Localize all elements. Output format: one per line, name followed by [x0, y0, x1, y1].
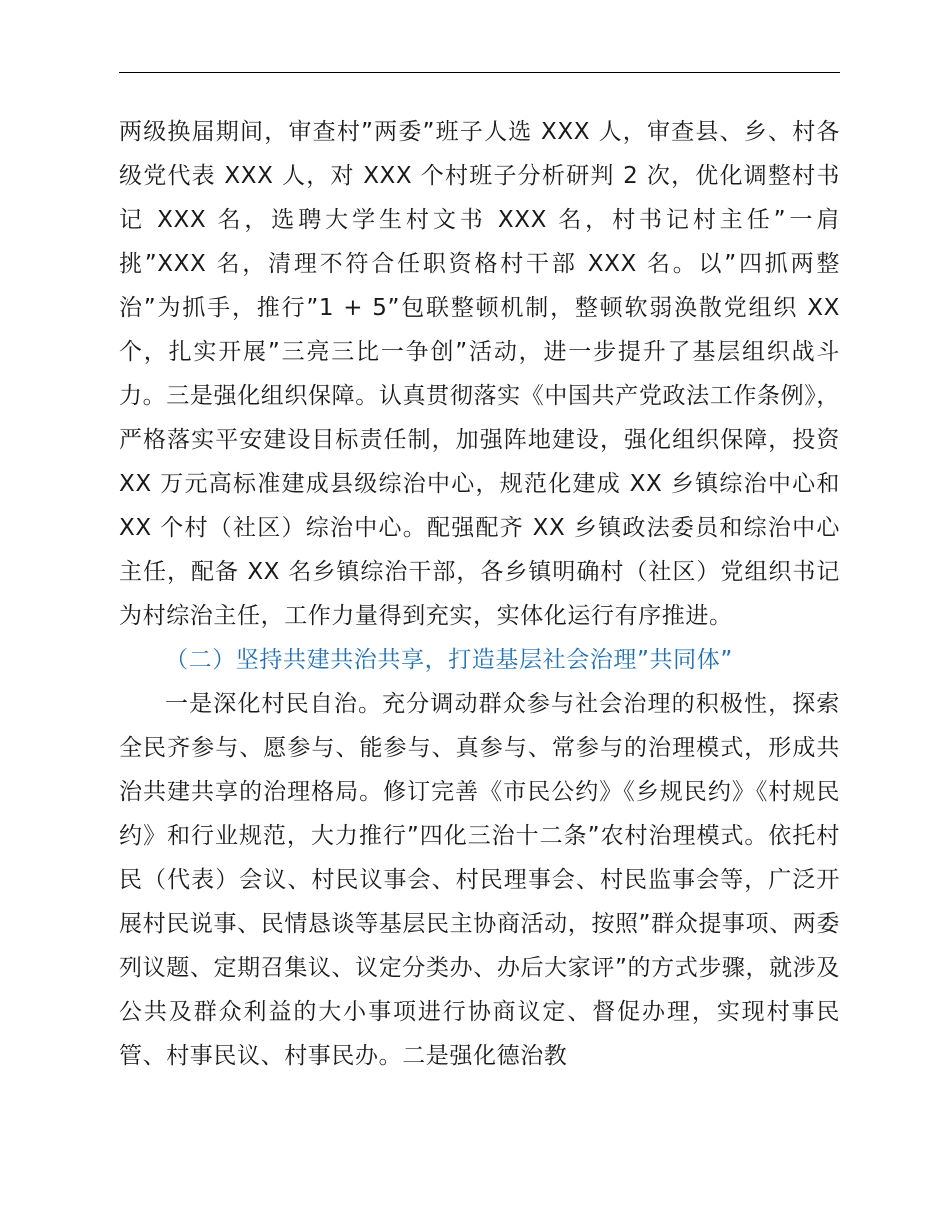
- document-body: [119, 110, 840, 1078]
- paragraph-village-autonomy: 一是深化村民自治。充分调动群众参与社会治理的积极性，探索全民齐参与、愿参与、能参与、真参与、常参与的治理模式，形成共治共建共享的治理格局。修订完善《市民公约》《乡规民约》《村规民约》和行业规范，大力推行”四化三治十二条”农村治理模式。依托村民（代表）会议、村民议事会、村民理事会、村民监事会等，广泛开展村民说事、民情恳谈等基层民主协商活动，按照”群众提事项、两委列议题、定期召集议、议定分类办、办后大家评”的方式步骤，就涉及公共及群众利益的大小事项进行协商议定、督促办理，实现村事民管、村事民议、村事民办。二是强化德治教: [119, 691, 840, 1069]
- section-heading: （二）坚持共建共治共享，打造基层社会治理”共同体”: [165, 647, 733, 673]
- header-rule: [119, 72, 840, 73]
- paragraph-continued: 两级换届期间，审查村”两委”班子人选 XXX 人，审查县、乡、村各级党代表 XXX 人，对 XXX 个村班子分析研判 2 次，优化调整村书记 XXX 名，选聘大学生村文书 XXX 名，村书记村主任”一肩挑”XXX 名，清理不符合任职资格村干部 XXX 名。以”四抓两整治”为抓手，推行”1 + 5”包联整顿机制，整顿软弱涣散党组织 XX 个，扎实开展”三亮三比一争创”活动，进一步提升了基层组织战斗力。三是强化组织保障。认真贯彻落实《中国共产党政法工作条例》，严格落实平安建设目标责任制，加强阵地建设，强化组织保障，投资 XX 万元高标准建成县级综治中心，规范化建成 XX 乡镇综治中心和 XX 个村（社区）综治中心。配强配齐 XX 乡镇政法委员和综治中心主任，配备 XX 名乡镇综治干部，各乡镇明确村（社区）党组织书记为村综治主任，工作力量得到充实，实体化运行有序推进。: [119, 119, 840, 629]
